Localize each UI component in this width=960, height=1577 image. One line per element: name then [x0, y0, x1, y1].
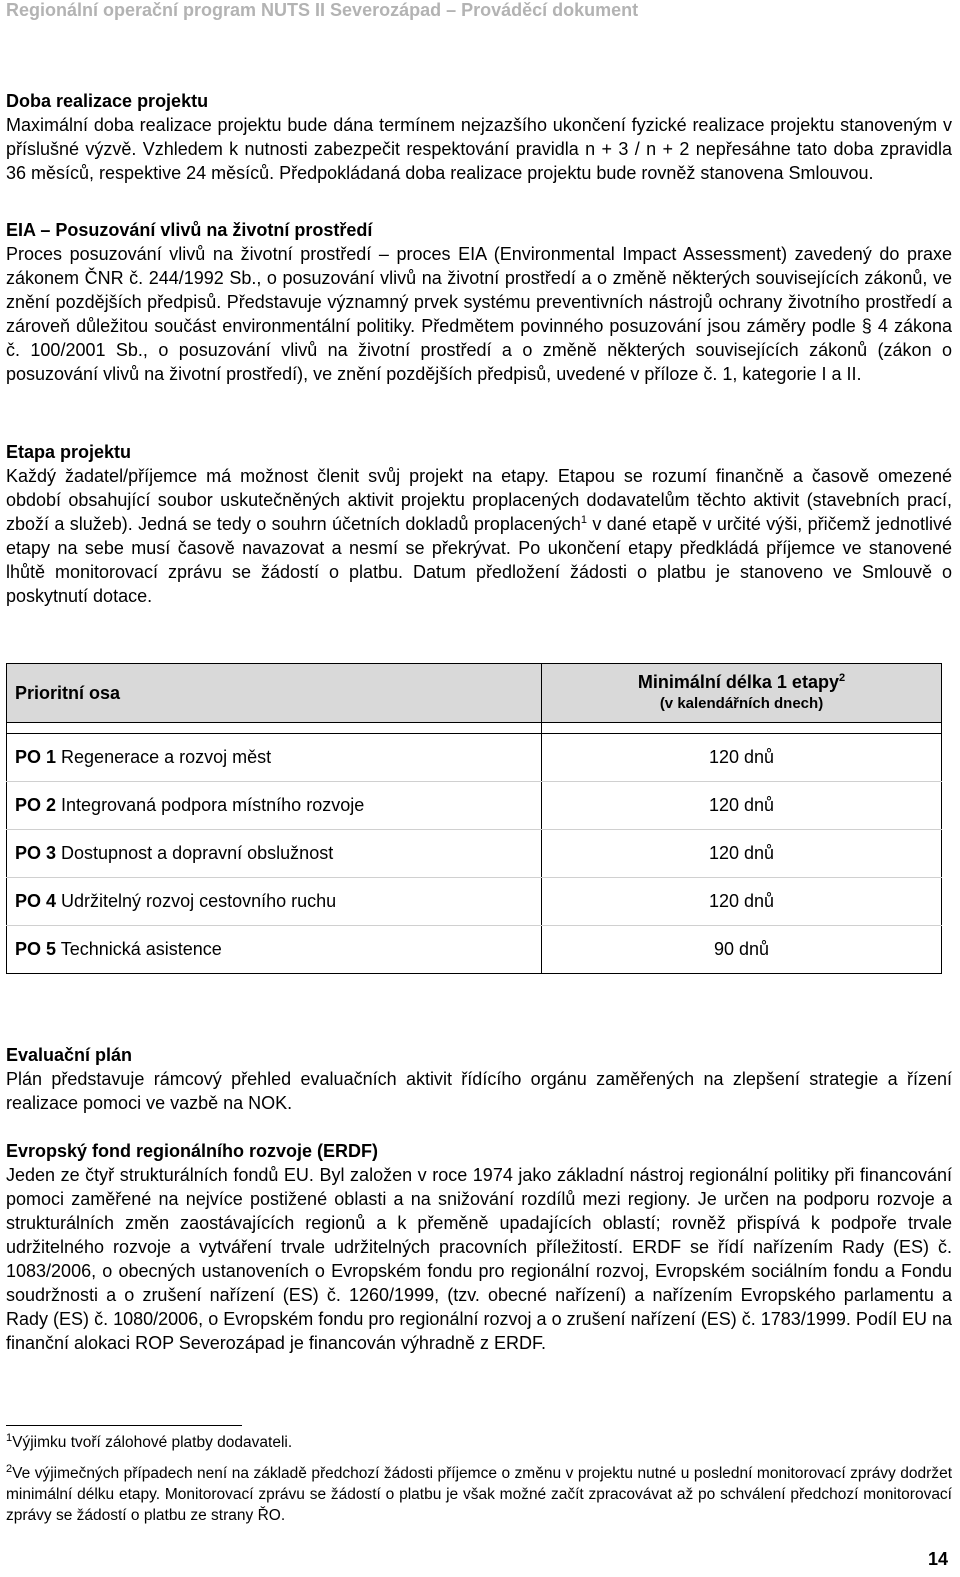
etapy-table	[6, 663, 942, 974]
table-row	[7, 878, 942, 926]
text-part: v dané etapě v určité výši, přičemž jednotlivé etapy na sebe musí časově navazovat a nesmí se překrývat. Po ukončení etapy předkládá příjemce ve stanovené lhůtě monitorovací zprávu se žádostí o platbu. Datum předložení žádosti o platbu je stanoveno ve Smlouvě o poskytnutí dotace.	[6, 514, 953, 606]
footnotes	[6, 1425, 952, 1536]
page-number: 14	[927, 1549, 948, 1569]
section-title: Evropský fond regionálního rozvoje (ERDF)	[6, 1141, 379, 1161]
po-name: Dostupnost a dopravní obslužnost	[56, 843, 334, 863]
cell-days: 120 dnů	[542, 830, 942, 878]
cell-days: 120 dnů	[542, 734, 942, 782]
cell-days: 120 dnů	[542, 878, 942, 926]
section-text: Maximální doba realizace projektu bude dána termínem nejzazšího ukončení fyzické realizace projektu stanoveným v příslušné výzvě. Vzhledem k nutnosti zabezpečit respektování pravidla n + 3 / n + 2 nepřesáhne tato doba zpravidla 36 měsíců, respektive 24 měsíců. Předpokládaná doba realizace projektu bude rovněž stanovena Smlouvou.	[6, 115, 952, 183]
po-code: PO 3	[15, 843, 57, 863]
section-doba-realizace	[6, 89, 952, 218]
footnote-separator	[6, 1425, 242, 1426]
po-code: PO 2	[15, 795, 57, 815]
po-name: Regenerace a rozvoj měst	[56, 747, 272, 767]
cell-osa	[7, 926, 542, 974]
section-erdf	[6, 1139, 952, 1355]
footnote-number: 1	[6, 1431, 13, 1444]
po-name: Udržitelný rozvoj cestovního ruchu	[56, 891, 337, 911]
po-name: Integrovaná podpora místního rozvoje	[56, 795, 365, 815]
text-part: Každý žadatel/příjemce má možnost členit svůj projekt na etapy. Etapou se rozumí finančně a časově omezené období obsahující soubor uskutečněných aktivit projektu proplacených dodavatelům těchto aktivit (stavebních prací, zboží a služeb). Jedná se tedy o souhrn účetních dokladů proplacených	[6, 466, 952, 534]
footnote-2	[6, 1463, 952, 1526]
section-eia	[6, 218, 952, 440]
po-code: PO 1	[15, 747, 57, 767]
footnote-number: 2	[6, 1462, 13, 1475]
cell-osa	[7, 830, 542, 878]
section-text: Proces posuzování vlivů na životní prostředí – proces EIA (Environmental Impact Assessment) zavedený do praxe zákonem ČNR č. 244/1992 Sb., o posuzování vlivů na životní prostředí a o změně některých souvisejících zákonů, ve znění pozdějších předpisů. Představuje významný prvek systému preventivních nástrojů ochrany životního prostředí a zároveň důležitou součást environmentální politiky. Předmětem povinného posuzování jsou záměry podle § 4 zákona č. 100/2001 Sb., o posuzování vlivů na životní prostředí a o změně některých souvisejících zákonů (zákon o posuzování vlivů na životní prostředí), ve znění pozdějších předpisů, uvedené v příloze č. 1, kategorie I a II.	[6, 244, 952, 384]
cell-osa	[7, 734, 542, 782]
footnote-1	[6, 1432, 952, 1453]
col-header-prioritni-osa: Prioritní osa	[7, 664, 542, 723]
cell-osa	[7, 782, 542, 830]
cell-days: 90 dnů	[542, 926, 942, 974]
col-header-min-delka	[542, 664, 942, 723]
footnote-text: Výjimku tvoří zálohové platby dodavateli.	[12, 1434, 293, 1451]
po-name: Technická asistence	[56, 939, 222, 959]
col-header-subtitle: (v kalendářních dnech)	[659, 694, 824, 712]
cell-days: 120 dnů	[542, 782, 942, 830]
table-row	[7, 830, 942, 878]
section-title: Doba realizace projektu	[6, 91, 209, 111]
section-title: Etapa projektu	[6, 442, 132, 462]
section-evaluacni-plan	[6, 1043, 952, 1139]
main-content	[6, 89, 952, 608]
table-row	[7, 734, 942, 782]
section-etapa	[6, 440, 952, 608]
lower-content	[6, 1043, 952, 1355]
table-row	[7, 782, 942, 830]
po-code: PO 5	[15, 939, 57, 959]
po-code: PO 4	[15, 891, 57, 911]
table-row	[7, 926, 942, 974]
section-text	[6, 464, 952, 608]
running-header: Regionální operační program NUTS II Severozápad – Prováděcí dokument	[6, 0, 639, 20]
section-title: Evaluační plán	[6, 1045, 133, 1065]
footnote-ref[interactable]: 2	[838, 671, 846, 684]
cell-osa	[7, 878, 542, 926]
footnote-text: Ve výjimečných případech není na základě předchozí žádosti příjemce o změnu v projektu nutné u poslední monitorovací zprávy dodržet minimální délku etapy. Monitorovací zprávu se žádostí o platbu je však možné začít zpracovávat až po schválení předchozí monitorovací zprávy se žádostí o platbu ze strany ŘO.	[6, 1465, 952, 1524]
col-header-text: Minimální délka 1 etapy	[637, 671, 839, 692]
section-text: Plán představuje rámcový přehled evaluačních aktivit řídícího orgánu zaměřených na zlepšení strategie a řízení realizace pomoci ve vazbě na NOK.	[6, 1069, 952, 1113]
footnote-ref[interactable]: 1	[580, 514, 588, 526]
section-text: Jeden ze čtyř strukturálních fondů EU. Byl založen v roce 1974 jako základní nástroj regionální politiky při financování pomoci zaměřené na nejvíce postižené oblasti a na snižování rozdílů mezi regiony. Je určen na podporu rozvoje a strukturálních změn zaostávajících regionů a k přeměně upadajících oblastí; rovněž přispívá k podpoře trvale udržitelného rozvoje a vytváření trvale udržitelných pracovních příležitostí. ERDF se řídí nařízením Rady (ES) č. 1083/2006, o obecných ustanoveních o Evropském fondu pro regionální rozvoj, Evropském sociálním fondu a Fondu soudržnosti a o zrušení nařízení (ES) č. 1260/1999, (tzv. obecné nařízení) a nařízením Evropského parlamentu a Rady (ES) č. 1080/2006, o Evropském fondu pro regionální rozvoj a o zrušení nařízení (ES) č. 1783/1999. Podíl EU na finanční alokaci ROP Severozápad je financován výhradně z ERDF.	[6, 1165, 952, 1353]
section-title: EIA – Posuzování vlivů na životní prostředí	[6, 220, 373, 240]
